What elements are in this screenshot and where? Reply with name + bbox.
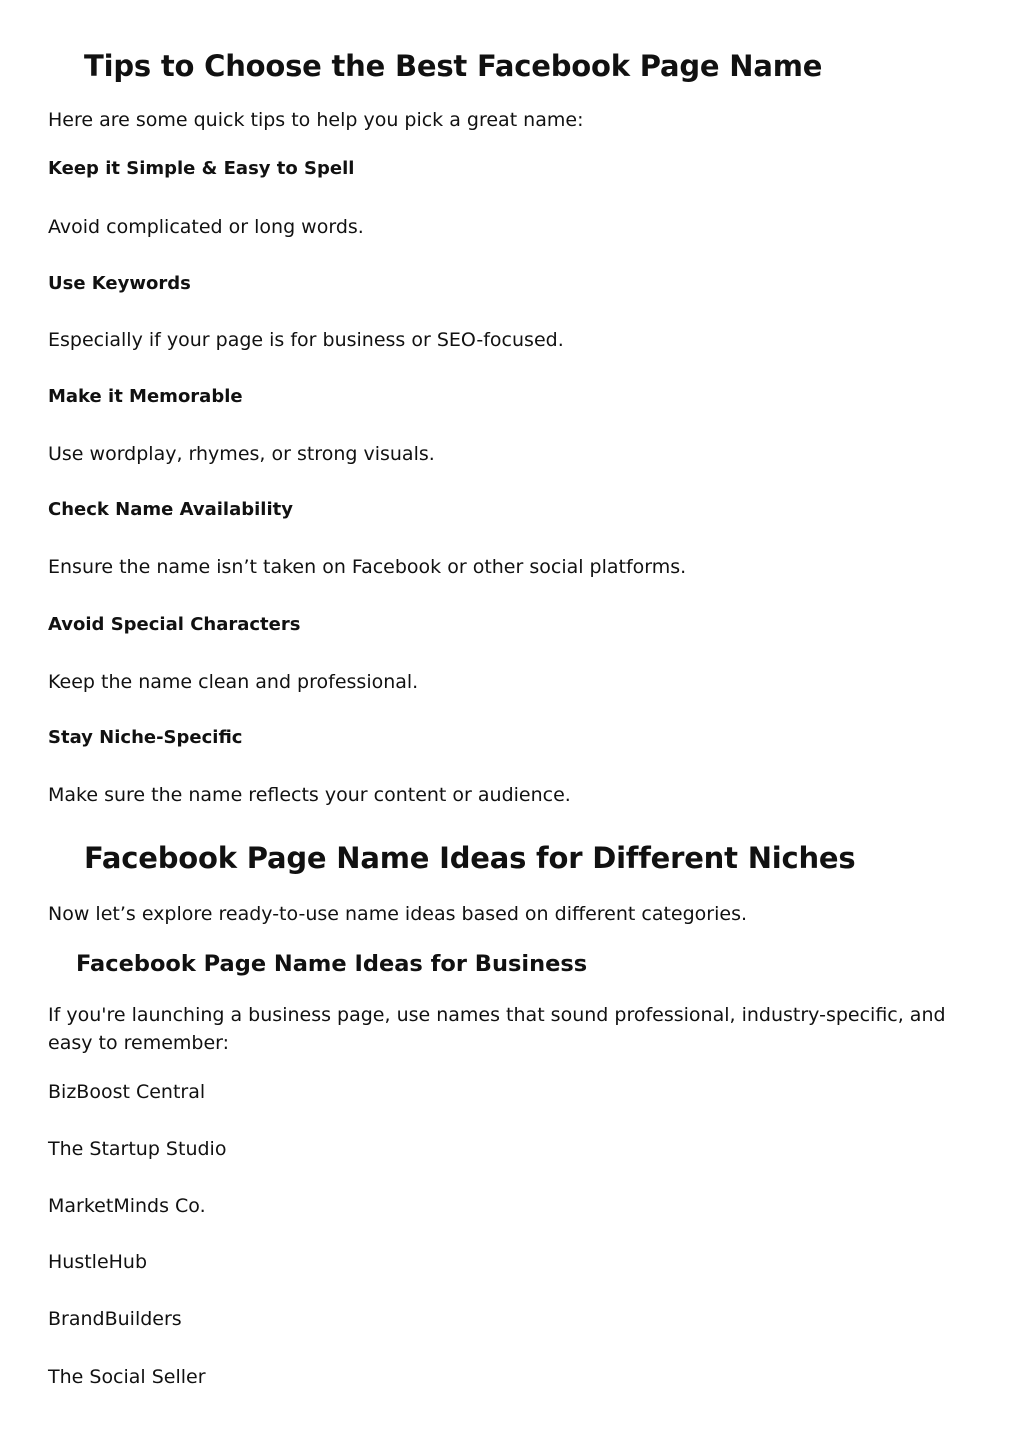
business-name-item: BizBoost Central [48, 1081, 206, 1103]
tip-title: Check Name Availability [48, 499, 293, 520]
business-name-item: The Social Seller [48, 1366, 206, 1388]
tip-title: Use Keywords [48, 273, 191, 294]
business-name-item: HustleHub [48, 1251, 148, 1273]
tips-intro: Here are some quick tips to help you pick a great name: [48, 109, 584, 131]
tip-text: Especially if your page is for business or SEO-focused. [48, 329, 564, 351]
tip-title: Keep it Simple & Easy to Spell [48, 158, 355, 179]
tip-title: Stay Niche-Specific [48, 727, 243, 748]
tip-text: Ensure the name isn’t taken on Facebook or other social platforms. [48, 556, 687, 578]
ideas-heading: Facebook Page Name Ideas for Different Niches [84, 841, 856, 875]
business-intro: If you're launching a business page, use names that sound professional, industry-specific, and easy to remember: [48, 1004, 946, 1054]
business-name-item: BrandBuilders [48, 1308, 182, 1330]
tips-heading: Tips to Choose the Best Facebook Page Name [84, 49, 823, 83]
tip-title: Make it Memorable [48, 386, 243, 407]
ideas-intro: Now let’s explore ready-to-use name ideas based on different categories. [48, 903, 748, 925]
tip-text: Avoid complicated or long words. [48, 216, 364, 238]
business-name-item: MarketMinds Co. [48, 1195, 206, 1217]
tip-text: Use wordplay, rhymes, or strong visuals. [48, 443, 435, 465]
tip-text: Make sure the name reflects your content or audience. [48, 784, 571, 806]
business-name-item: The Startup Studio [48, 1138, 227, 1160]
business-heading: Facebook Page Name Ideas for Business [76, 951, 588, 977]
tip-title: Avoid Special Characters [48, 614, 301, 635]
tip-text: Keep the name clean and professional. [48, 671, 419, 693]
